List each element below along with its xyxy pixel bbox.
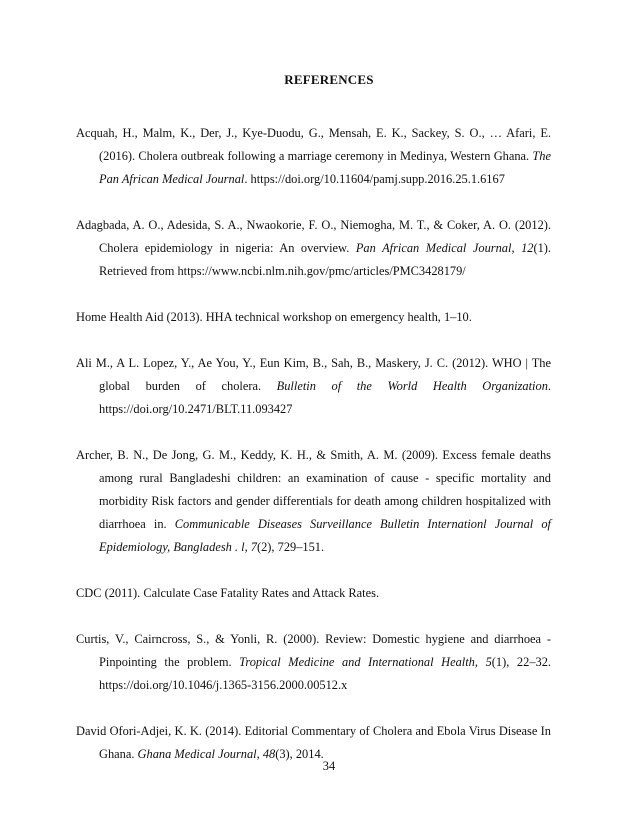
reference-text: Curtis, V., Cairncross, S., & Yonli, R. (2000). Review: Domestic hygiene and diarrhoea - Pinpointing the problem. bbox=[76, 632, 551, 669]
reference-text: Archer, B. N., De Jong, G. M., Keddy, K. H., & Smith, A. M. (2009). Excess female deaths among rural Bangladeshi children: an examination of cause - specific mortality and morbidity Risk factors and gender differentials for death among children hospitalized with diarrhoea in. bbox=[76, 448, 551, 531]
reference-entry bbox=[76, 582, 551, 605]
reference-text-tail: . https://doi.org/10.11604/pamj.supp.2016.25.1.6167 bbox=[244, 172, 505, 186]
reference-text: CDC (2011). Calculate Case Fatality Rates and Attack Rates. bbox=[76, 586, 380, 600]
reference-separator: , bbox=[244, 540, 251, 554]
reference-volume: 7 bbox=[250, 540, 257, 554]
reference-separator: , bbox=[511, 241, 522, 255]
reference-volume: 12 bbox=[521, 241, 534, 255]
reference-journal: Bulletin of the World Health Organization bbox=[276, 379, 548, 393]
reference-text-tail: (2), 729–151. bbox=[256, 540, 325, 554]
reference-separator: , bbox=[474, 655, 486, 669]
reference-entry bbox=[76, 214, 551, 283]
reference-text: Acquah, H., Malm, K., Der, J., Kye-Duodu, G., Mensah, E. K., Sackey, S. O., … Afari, E. (2016). Cholera outbreak following a marriage ceremony in Medinya, Western Ghana. bbox=[76, 126, 551, 163]
reference-text: Ali M., A L. Lopez, Y., Ae You, Y., Eun Kim, B., Sah, B., Maskery, J. C. (2012). WHO | The global burden of cholera. bbox=[76, 356, 551, 393]
reference-journal: The Pan African Medical Journal bbox=[99, 149, 551, 186]
page-number: 34 bbox=[322, 759, 336, 773]
reference-entry bbox=[76, 122, 551, 191]
reference-entry bbox=[76, 444, 551, 559]
reference-text-tail: (1), 22–32. https://doi.org/10.1046/j.1365-3156.2000.00512.x bbox=[99, 655, 551, 692]
reference-volume: 48 bbox=[262, 747, 276, 761]
reference-text: Adagbada, A. O., Adesida, S. A., Nwaokorie, F. O., Niemogha, M. T., & Coker, A. O. (2012). Cholera epidemiology in nigeria: An overview. bbox=[76, 218, 551, 255]
reference-text-tail: (3), 2014. bbox=[275, 747, 324, 761]
reference-journal: Tropical Medicine and International Health bbox=[239, 655, 475, 669]
reference-separator: , bbox=[256, 747, 263, 761]
reference-text-tail: . https://doi.org/10.2471/BLT.11.093427 bbox=[99, 379, 551, 416]
reference-volume: 5 bbox=[485, 655, 492, 669]
reference-list bbox=[76, 122, 551, 789]
page-heading: REFERENCES bbox=[284, 72, 374, 87]
reference-entry bbox=[76, 306, 551, 329]
reference-text: Home Health Aid (2013). HHA technical workshop on emergency health, 1–10. bbox=[76, 310, 472, 324]
reference-entry bbox=[76, 352, 551, 421]
reference-journal: Pan African Medical Journal bbox=[355, 241, 512, 255]
reference-journal: Ghana Medical Journal bbox=[137, 747, 257, 761]
reference-text-tail: (1). Retrieved from https://www.ncbi.nlm.nih.gov/pmc/articles/PMC3428179/ bbox=[99, 241, 551, 278]
reference-journal: Communicable Diseases Surveillance Bulletin Internationl Journal of Epidemiology, Bangladesh . l bbox=[99, 517, 551, 554]
reference-text: David Ofori-Adjei, K. K. (2014). Editorial Commentary of Cholera and Ebola Virus Disease In Ghana. bbox=[76, 724, 551, 761]
reference-entry bbox=[76, 628, 551, 697]
